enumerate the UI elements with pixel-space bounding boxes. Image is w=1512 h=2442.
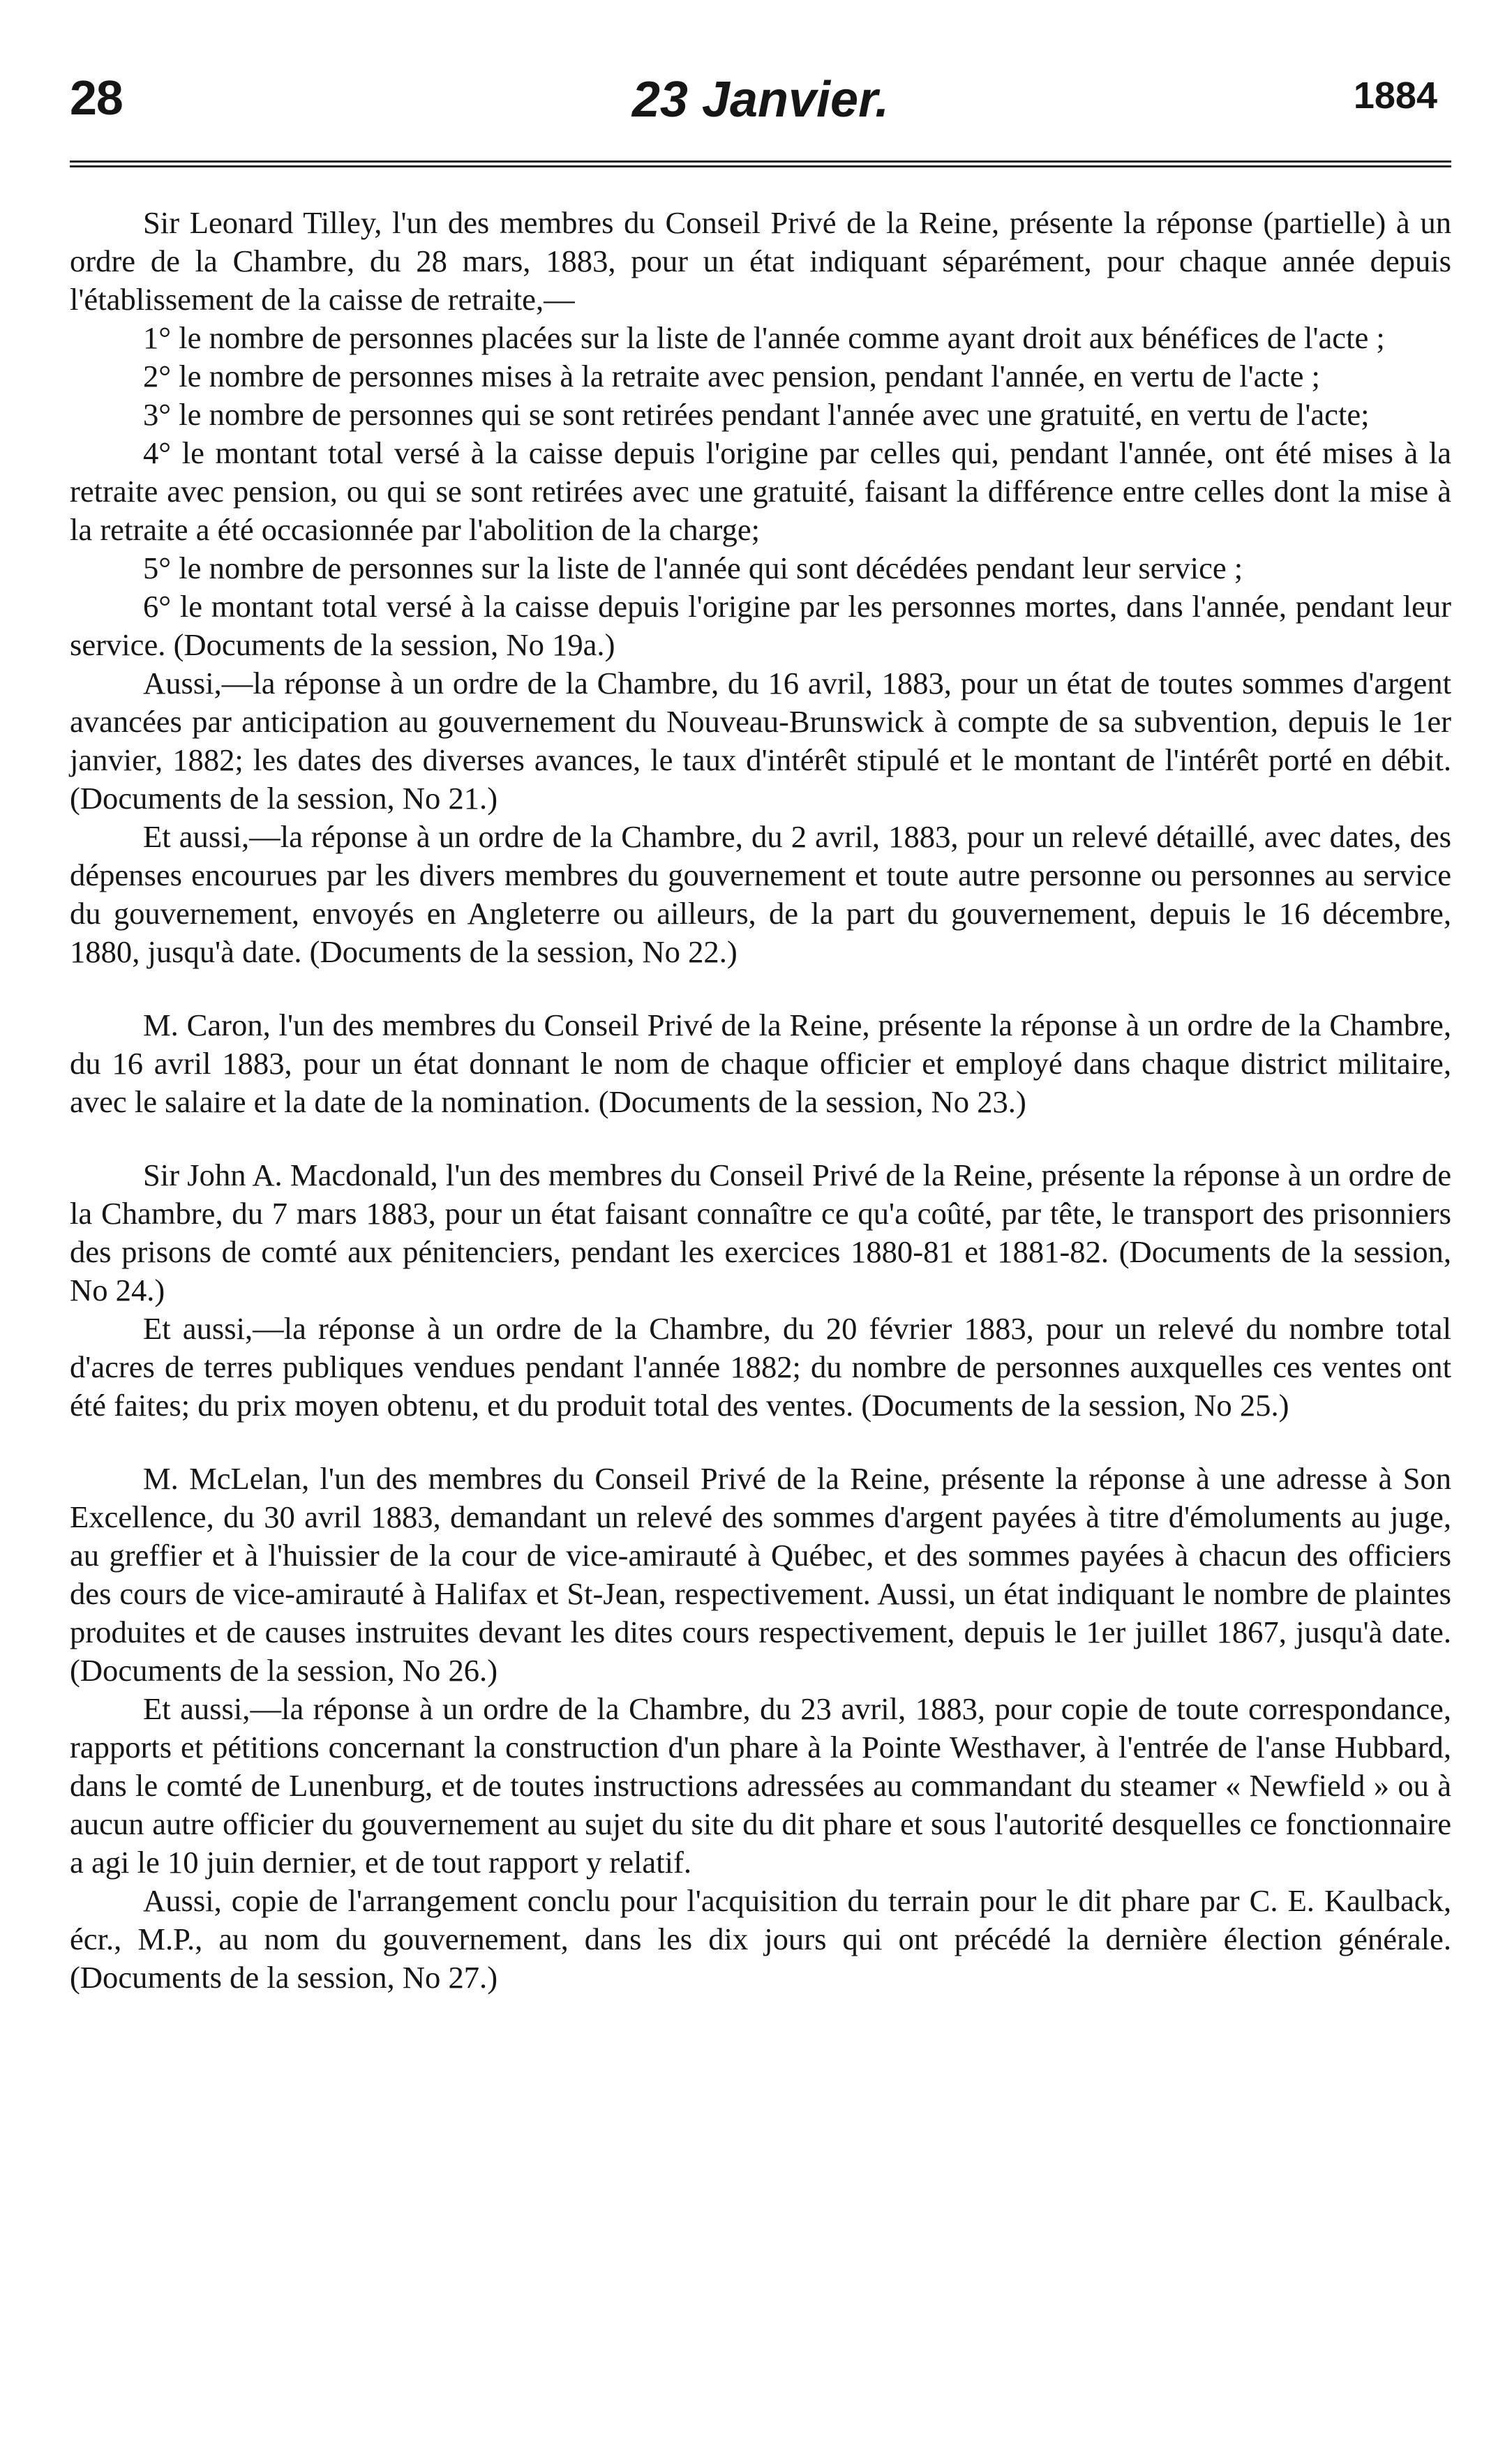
paragraph: 5° le nombre de personnes sur la liste de l'année qui sont décédées pendant leur service ;	[143, 550, 1243, 585]
page-header	[70, 56, 1451, 140]
paragraph: 1° le nombre de personnes placées sur la liste de l'année comme ayant droit aux bénéfices de l'acte ;	[143, 320, 1385, 355]
paragraph: 3° le nombre de personnes qui se sont retirées pendant l'année avec une gratuité, en vertu de l'acte;	[143, 397, 1370, 432]
document-page	[70, 56, 1451, 1997]
paragraph: 2° le nombre de personnes mises à la retraite avec pension, pendant l'année, en vertu de l'acte ;	[143, 359, 1320, 394]
paragraph: Sir Leonard Tilley, l'un des membres du Conseil Privé de la Reine, présente la réponse (partielle) à un ordre de la Chambre, du 28 mars, 1883, pour un état indiquant séparément, pour chaque année depuis l'établissement de la caisse de retraite,—	[70, 205, 1451, 317]
paragraph: Et aussi,—la réponse à un ordre de la Chambre, du 2 avril, 1883, pour un relevé détaillé, avec dates, des dépenses encourues par les divers membres du gouvernement et toute autre personne ou personnes au service du gouvernement, envoyés en Angleterre ou ailleurs, de la part du gouvernement, depuis le 16 décembre, 1880, jusqu'à date. (Documents de la session, No 22.)	[70, 819, 1451, 969]
paragraph: 4° le montant total versé à la caisse depuis l'origine par celles qui, pendant l'année, ont été mises à la retraite avec pension, ou qui se sont retirées avec une gratuité, faisant la différence entre celles dont la mise à la retraite a été occasionnée par l'abolition de la charge;	[70, 435, 1451, 547]
paragraph: Aussi, copie de l'arrangement conclu pour l'acquisition du terrain pour le dit phare par C. E. Kaulback, écr., M.P., au nom du gouvernement, dans les dix jours qui ont précédé la dernière élection générale. (Documents de la session, No 27.)	[70, 1883, 1451, 1995]
page-number: 28	[70, 70, 123, 125]
paragraph: M. Caron, l'un des membres du Conseil Privé de la Reine, présente la réponse à un ordre de la Chambre, du 16 avril 1883, pour un état donnant le nom de chaque officier et employé dans chaque district militaire, avec le salaire et la date de la nomination. (Documents de la session, No 23.)	[70, 1007, 1451, 1119]
paragraph: M. McLelan, l'un des membres du Conseil Privé de la Reine, présente la réponse à une adresse à Son Excellence, du 30 avril 1883, demandant un relevé des sommes d'argent payées à titre d'émoluments au juge, au greffier et à l'huissier de la cour de vice-amirauté à Québec, et des sommes payées à chacun des officiers des cours de vice-amirauté à Halifax et St-Jean, respectivement. Aussi, un état indiquant le nombre de plaintes produites et de causes instruites devant les dites cours respectivement, depuis le 1er juillet 1867, jusqu'à date. (Documents de la session, No 26.)	[70, 1461, 1451, 1688]
paragraph: 6° le montant total versé à la caisse depuis l'origine par les personnes mortes, dans l'année, pendant leur service. (Documents de la session, No 19a.)	[70, 589, 1451, 662]
paragraph: Et aussi,—la réponse à un ordre de la Chambre, du 20 février 1883, pour un relevé du nombre total d'acres de terres publiques vendues pendant l'année 1882; du nombre de personnes auxquelles ces ventes ont été faites; du prix moyen obtenu, et du produit total des ventes. (Documents de la session, No 25.)	[70, 1311, 1451, 1423]
page-year: 1884	[1353, 75, 1437, 117]
paragraph: Et aussi,—la réponse à un ordre de la Chambre, du 23 avril, 1883, pour copie de toute correspondance, rapports et pétitions concernant la construction d'un phare à la Pointe Westhaver, à l'entrée de l'anse Hubbard, dans le comté de Lunenburg, et de toutes instructions adressées au commandant du steamer « Newfield » ou à aucun autre officier du gouvernement au sujet du site du dit phare et sous l'autorité desquelles ce fonctionnaire a agi le 10 juin dernier, et de tout rapport y relatif.	[70, 1691, 1451, 1880]
page-date: 23 Janvier.	[631, 72, 890, 128]
paragraph: Aussi,—la réponse à un ordre de la Chambre, du 16 avril, 1883, pour un état de toutes sommes d'argent avancées par anticipation au gouvernement du Nouveau-Brunswick à compte de sa subvention, depuis le 1er janvier, 1882; les dates des diverses avances, le taux d'intérêt stipulé et le montant de l'intérêt porté en débit. (Documents de la session, No 21.)	[70, 666, 1451, 816]
document-body	[70, 204, 1451, 1997]
paragraph: Sir John A. Macdonald, l'un des membres du Conseil Privé de la Reine, présente la réponse à un ordre de la Chambre, du 7 mars 1883, pour un état faisant connaître ce qu'a coûté, par tête, le transport des prisonniers des prisons de comté aux pénitenciers, pendant les exercices 1880-81 et 1881-82. (Documents de la session, No 24.)	[70, 1158, 1451, 1308]
header-rule	[70, 160, 1451, 167]
